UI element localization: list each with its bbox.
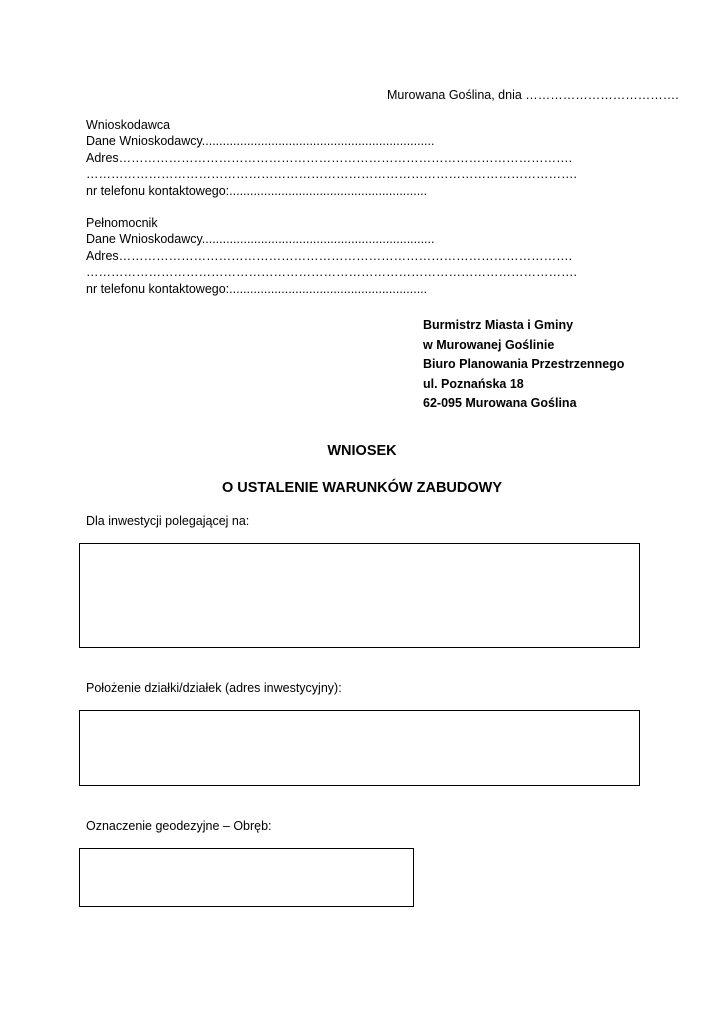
investment-description-box[interactable] xyxy=(79,543,640,648)
geodetic-precinct-box[interactable] xyxy=(79,848,414,907)
geodetic-label: Oznaczenie geodezyjne – Obręb: xyxy=(86,819,272,833)
location-label: Położenie działki/działek (adres inwestycyjny): xyxy=(86,681,342,695)
proxy-phone-field[interactable]: nr telefonu kontaktowego:......................................................... xyxy=(86,281,428,296)
document-subtitle: O USTALENIE WARUNKÓW ZABUDOWY xyxy=(221,480,503,496)
addressee-line: 62-095 Murowana Goślina xyxy=(423,396,577,411)
applicant-address-continued-field[interactable]: ………………………………………………………………………………………………………. xyxy=(86,167,577,182)
document-title: WNIOSEK xyxy=(327,443,397,459)
applicant-address-field[interactable]: Adres………………………………………………………………………………………………. xyxy=(86,150,573,165)
applicant-phone-field[interactable]: nr telefonu kontaktowego:......................................................... xyxy=(86,183,428,198)
addressee-line: Biuro Planowania Przestrzennego xyxy=(423,357,625,372)
addressee-line: ul. Poznańska 18 xyxy=(423,376,524,391)
location-address-box[interactable] xyxy=(79,710,640,786)
proxy-section xyxy=(86,215,577,297)
applicant-heading: Wnioskodawca xyxy=(86,118,171,132)
proxy-address-field[interactable]: Adres………………………………………………………………………………………………. xyxy=(86,248,573,263)
proxy-name-field[interactable]: Dane Wnioskodawcy................................................................... xyxy=(86,232,435,247)
place-date-line[interactable]: Murowana Goślina, dnia ………………………………. xyxy=(387,88,679,102)
addressee-line: Burmistrz Miasta i Gminy xyxy=(423,318,574,332)
addressee-line: w Murowanej Goślinie xyxy=(423,337,555,352)
investment-label: Dla inwestycji polegającej na: xyxy=(86,514,250,528)
addressee-block xyxy=(423,316,624,414)
proxy-address-continued-field[interactable]: ………………………………………………………………………………………………………. xyxy=(86,265,577,280)
applicant-section xyxy=(86,117,577,199)
applicant-name-field[interactable]: Dane Wnioskodawcy................................................................... xyxy=(86,134,435,149)
proxy-heading: Pełnomocnik xyxy=(86,216,158,230)
